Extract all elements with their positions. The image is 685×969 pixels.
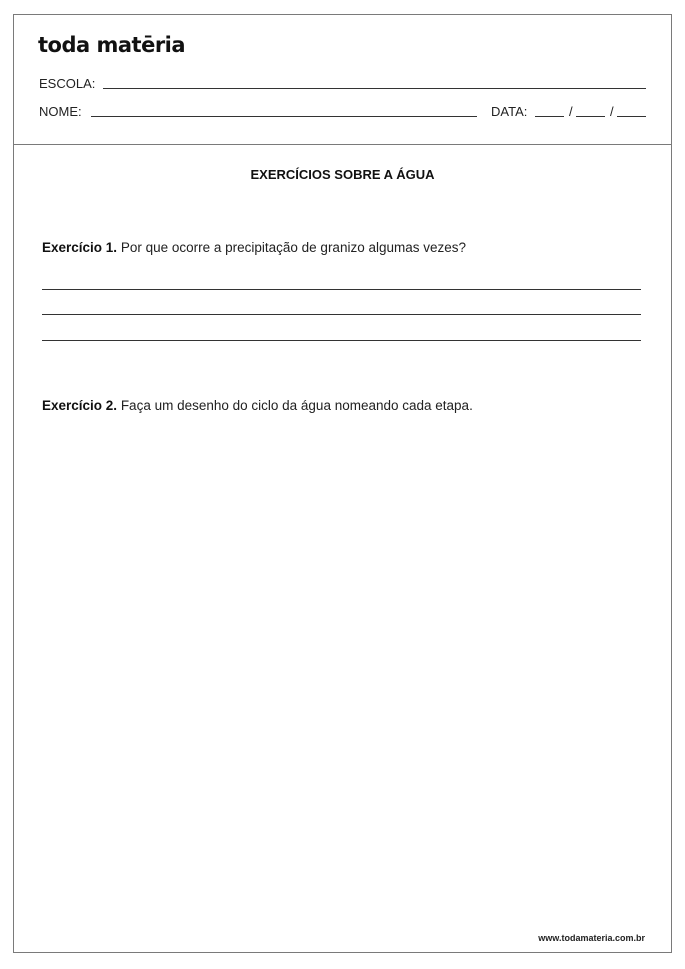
school-field[interactable] xyxy=(103,88,646,89)
exercise-label: Exercício 2. xyxy=(42,398,118,413)
exercise-label: Exercício 1. xyxy=(42,240,118,255)
date-separator: / xyxy=(610,104,614,119)
name-field[interactable] xyxy=(91,116,477,117)
answer-line[interactable] xyxy=(42,340,641,341)
page-title: EXERCÍCIOS SOBRE A ÁGUA xyxy=(250,167,435,182)
name-label: NOME: xyxy=(39,104,82,119)
answer-line[interactable] xyxy=(42,314,641,315)
exercise-1 xyxy=(42,240,466,255)
date-label: DATA: xyxy=(491,104,528,119)
date-year-field[interactable] xyxy=(617,116,646,117)
header xyxy=(14,15,671,145)
logo: toda matēria xyxy=(38,33,186,57)
worksheet-page xyxy=(13,14,672,953)
website-url: www.todamateria.com.br xyxy=(538,933,645,943)
date-day-field[interactable] xyxy=(535,116,564,117)
date-separator: / xyxy=(569,104,573,119)
answer-line[interactable] xyxy=(42,289,641,290)
exercise-text: Por que ocorre a precipitação de granizo algumas vezes? xyxy=(117,240,467,255)
exercise-2 xyxy=(42,398,473,413)
date-month-field[interactable] xyxy=(576,116,605,117)
exercise-text: Faça um desenho do ciclo da água nomeando cada etapa. xyxy=(117,398,473,413)
school-label: ESCOLA: xyxy=(39,76,96,91)
